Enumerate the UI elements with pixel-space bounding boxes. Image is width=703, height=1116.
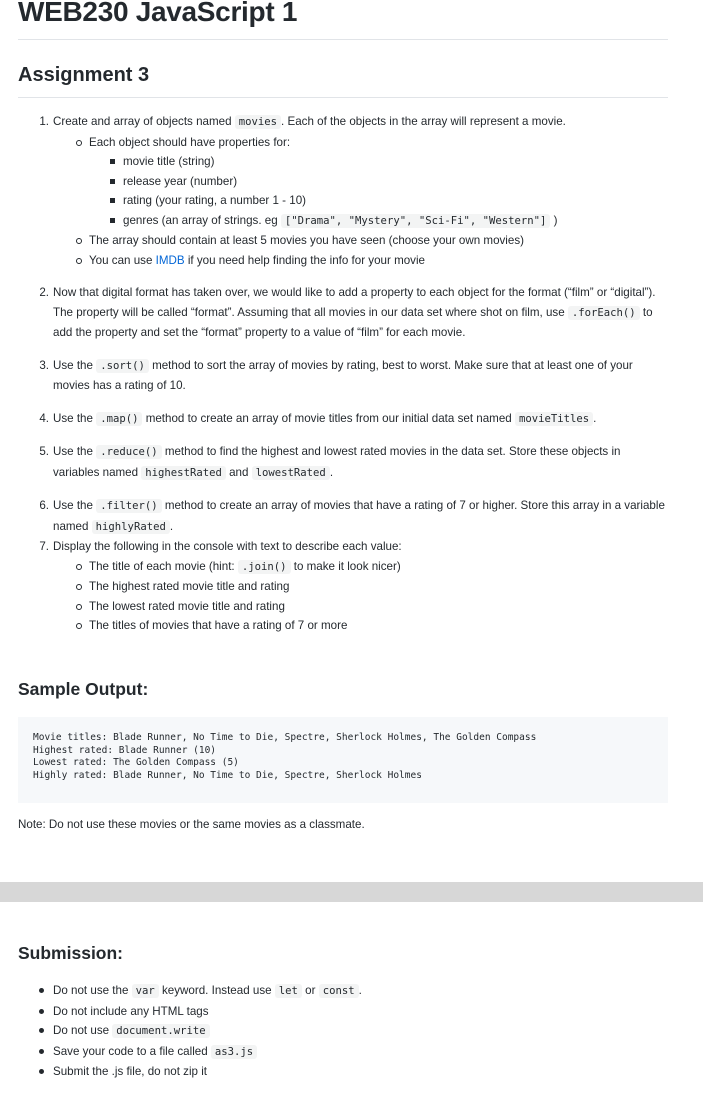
task-text: Now that digital format has taken over, we would like to add a property to each object for the format (“film” or “digital”). The property will be called “format”. Assuming that all movies in our data set where shot on film, use: [53, 286, 656, 319]
task-sublist: [89, 133, 665, 271]
inline-code: highlyRated: [92, 520, 170, 534]
list-item-text: ): [550, 213, 558, 227]
page-title: WEB230 JavaScript 1: [18, 0, 298, 27]
task-item-4: [39, 409, 665, 430]
code-line: Movie titles: Blade Runner, No Time to Die, Spectre, Sherlock Holmes, The Golden Compass: [33, 732, 537, 743]
task-sublist: [89, 557, 665, 636]
code-line: Highest rated: Blade Runner (10): [33, 744, 217, 756]
inline-code: .map(): [96, 412, 142, 426]
inline-code: .reduce(): [96, 445, 161, 459]
task-item-3: [39, 356, 665, 396]
task-number: 3.: [39, 358, 49, 372]
note-text: Note: Do not use these movies or the same movies as a classmate.: [18, 818, 365, 831]
inline-code: let: [275, 984, 302, 998]
inline-code: highestRated: [141, 466, 226, 480]
submission-heading: Submission:: [18, 943, 124, 963]
task-number: 4.: [39, 411, 49, 425]
task-text: .: [169, 519, 174, 533]
task-item-2: [39, 283, 665, 343]
list-item: The array should contain at least 5 movies you have seen (choose your own movies): [89, 231, 665, 251]
list-item: [89, 251, 665, 271]
task-text: Use the: [53, 445, 97, 458]
task-text: method to find the highest and lowest rated movies in the data set. Store these objects in variables named: [53, 445, 621, 479]
task-text: Display the following in the console with text to describe each value:: [53, 540, 402, 553]
inline-code: as3.js: [211, 1045, 257, 1059]
task-text: . Each of the objects in the array will represent a movie.: [281, 115, 566, 128]
submission-list: [53, 981, 362, 1082]
task-text: Use the: [53, 499, 97, 512]
list-item: [53, 1042, 362, 1063]
title-divider: [18, 39, 668, 40]
property-list: [123, 152, 665, 231]
list-item: movie title (string): [123, 152, 665, 172]
list-item-text: Do not use the: [53, 984, 132, 997]
code-line: Lowest rated: The Golden Compass (5): [33, 757, 239, 768]
inline-code: .forEach(): [568, 306, 640, 320]
code-line: Highly rated: Blade Runner, No Time to Die, Spectre, Sherlock Holmes: [33, 769, 422, 781]
assignment-divider: [18, 97, 668, 98]
list-item: The highest rated movie title and rating: [89, 577, 665, 597]
list-item: The lowest rated movie title and rating: [89, 597, 665, 617]
task-number: 6.: [39, 499, 49, 512]
list-item: [123, 211, 665, 232]
imdb-link[interactable]: IMDB: [155, 253, 185, 267]
list-item: [89, 133, 665, 232]
task-item-1: [39, 112, 665, 270]
list-item-text: to make it look nicer): [290, 559, 401, 573]
list-item-text: Do not use: [53, 1024, 113, 1037]
task-item-5: [39, 442, 665, 483]
list-item: rating (your rating, a number 1 - 10): [123, 191, 665, 211]
task-number: 7.: [39, 540, 49, 553]
list-item: release year (number): [123, 172, 665, 192]
inline-code: const: [319, 984, 359, 998]
sample-output-heading: Sample Output:: [18, 679, 149, 699]
list-item-text: genres (an array of strings. eg: [123, 213, 281, 227]
task-text: method to create an array of movies that have a rating of 7 or higher. Store this array in a variable named: [53, 499, 665, 533]
task-item-6: [39, 496, 665, 537]
section-divider-bar: [0, 882, 703, 902]
inline-code: .join(): [238, 560, 291, 574]
task-text: Use the: [53, 358, 97, 372]
task-text: .: [593, 411, 597, 425]
list-item-text: You can use: [89, 253, 156, 267]
assignment-heading: Assignment 3: [18, 64, 150, 86]
task-item-7: [39, 537, 665, 636]
inline-code: document.write: [112, 1024, 209, 1038]
list-item-text: The title of each movie (hint:: [89, 559, 238, 573]
task-number: 2.: [39, 286, 49, 299]
task-text: method to create an array of movie titles from our initial data set named: [142, 411, 515, 425]
task-list: [39, 112, 665, 636]
list-item-text: if you need help finding the info for your movie: [184, 253, 426, 267]
list-item: The titles of movies that have a rating of 7 or more: [89, 616, 665, 636]
task-number: 1.: [39, 115, 49, 128]
inline-code: var: [132, 984, 159, 998]
task-text: and: [225, 465, 252, 479]
list-item: Do not include any HTML tags: [53, 1002, 362, 1022]
task-text: Use the: [53, 411, 97, 425]
list-item: [53, 981, 362, 1002]
inline-code: .filter(): [96, 499, 161, 513]
list-item: Submit the .js file, do not zip it: [53, 1062, 362, 1082]
task-text: .: [329, 465, 334, 479]
sample-output-codeblock: [18, 717, 668, 803]
list-item-text: or: [301, 984, 319, 997]
inline-code: movieTitles: [515, 412, 593, 426]
task-text: Create and array of objects named: [53, 115, 235, 128]
list-item-text: Save your code to a file called: [53, 1044, 211, 1058]
list-item: [89, 557, 665, 578]
list-item-text: Each object should have properties for:: [89, 135, 291, 149]
inline-code: movies: [235, 115, 281, 129]
inline-code: lowestRated: [252, 466, 330, 480]
task-text: method to sort the array of movies by rating, best to worst. Make sure that at least one of your movies has a rating of 10.: [53, 358, 633, 392]
inline-code: .sort(): [96, 359, 149, 373]
task-text: to add the property and set the “format” property to a value of “film” for each movie.: [53, 305, 653, 339]
list-item-text: .: [358, 984, 362, 997]
inline-code: ["Drama", "Mystery", "Sci-Fi", "Western"]: [281, 214, 551, 228]
task-number: 5.: [39, 445, 49, 458]
list-item: [53, 1021, 362, 1042]
list-item-text: keyword. Instead use: [158, 984, 275, 997]
